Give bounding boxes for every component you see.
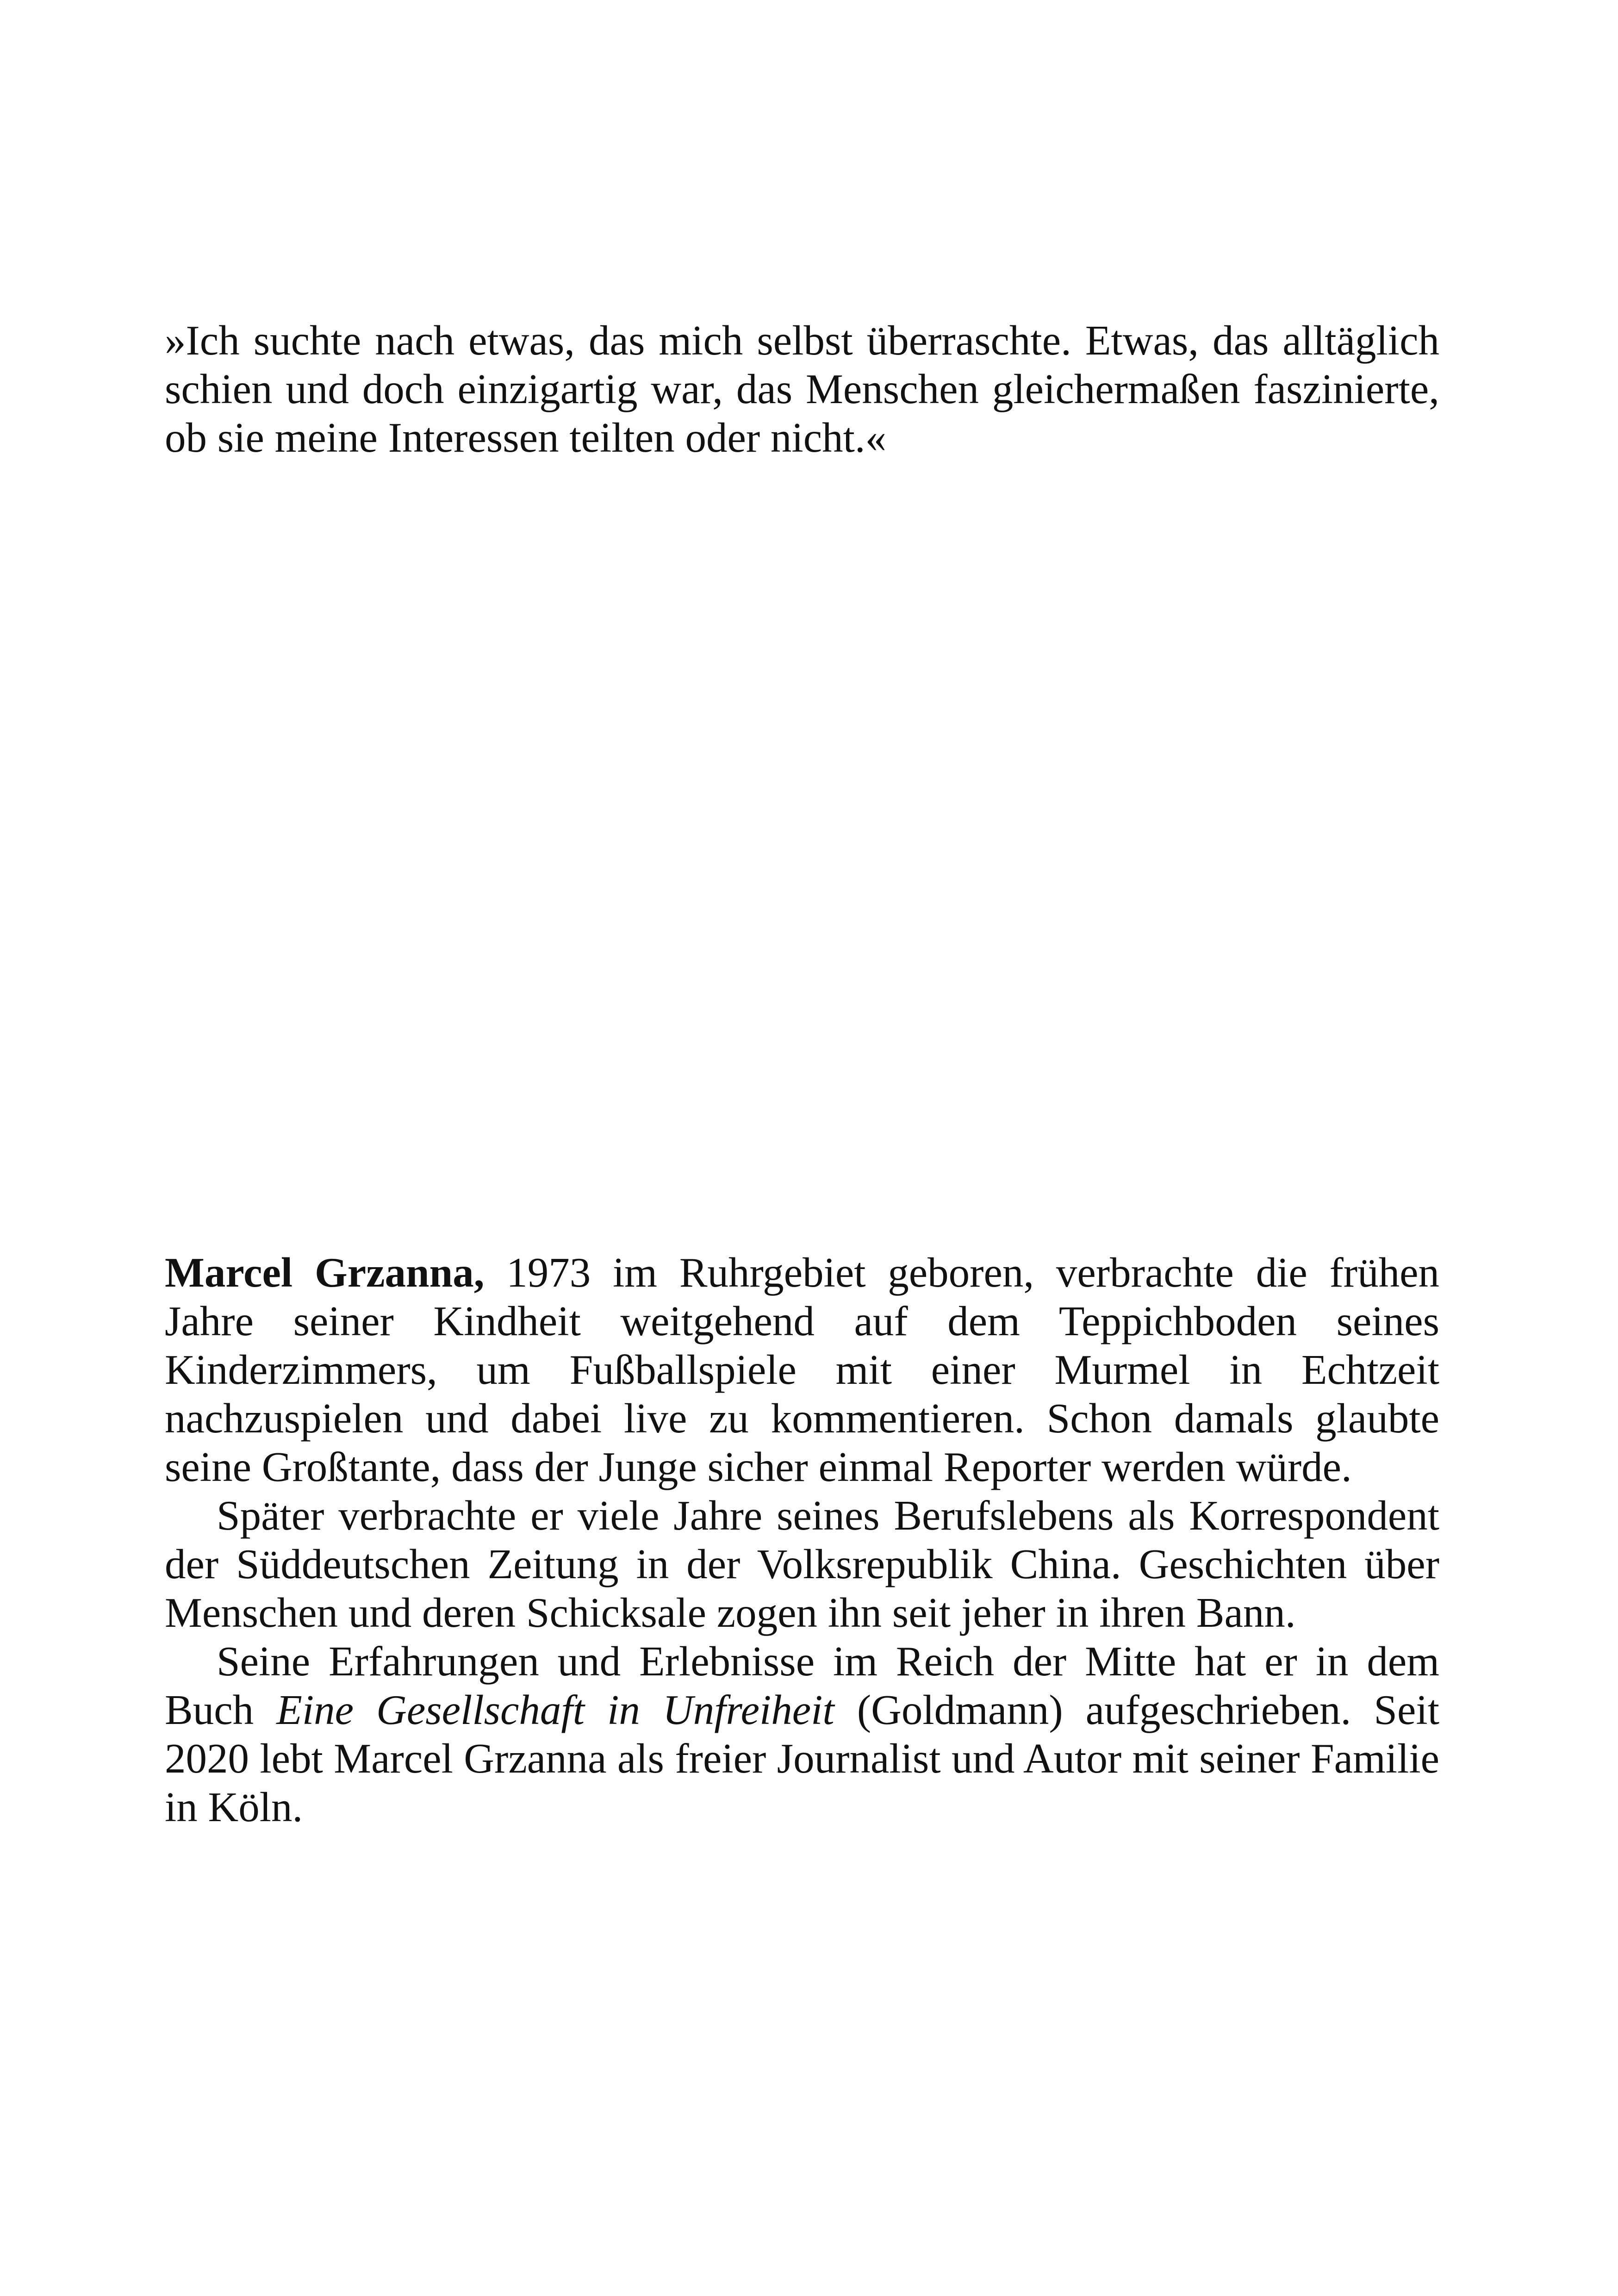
bio-paragraph-1-text: 1973 im Ruhrgebiet geboren, verbrachte die frühen Jahre seiner Kindheit weitgehend auf dem Teppichboden seines Kinderzimmers, um Fußballspiele mit einer Murmel in Echtzeit nachzuspielen und dabei live zu kommentieren. Schon damals glaubte seine Großtante, dass der Junge sicher einmal Reporter werden würde. xyxy=(165,1249,1439,1490)
bio-paragraph-1 xyxy=(165,1248,1439,1491)
author-biography xyxy=(165,1248,1439,1831)
book-title: Eine Gesellschaft in Unfreiheit xyxy=(276,1686,834,1733)
quote-paragraph: »Ich suchte nach etwas, das mich selbst überraschte. Etwas, das alltäglich schien und doch einzigartig war, das Menschen gleichermaßen faszinierte, ob sie meine Interessen teilten oder nicht.« xyxy=(165,317,1439,461)
bio-paragraph-3-text-before: Seine Erfahrungen und Erlebnisse im Reich der Mitte hat er in dem Buch xyxy=(165,1638,1439,1733)
bio-paragraph-3 xyxy=(165,1637,1439,1831)
bio-paragraph-3-text-after: (Goldmann) aufgeschrieben. Seit 2020 lebt Marcel Grzanna als freier Journalist und Autor mit seiner Familie in Köln. xyxy=(165,1686,1439,1830)
epigraph-quote xyxy=(165,316,1439,462)
bio-paragraph-2: Später verbrachte er viele Jahre seines Berufslebens als Korrespondent der Süddeutschen Zeitung in der Volksrepublik China. Geschichten über Menschen und deren Schicksale zogen ihn seit jeher in ihren Bann. xyxy=(165,1492,1439,1636)
author-name: Marcel Grzanna, xyxy=(165,1249,485,1296)
